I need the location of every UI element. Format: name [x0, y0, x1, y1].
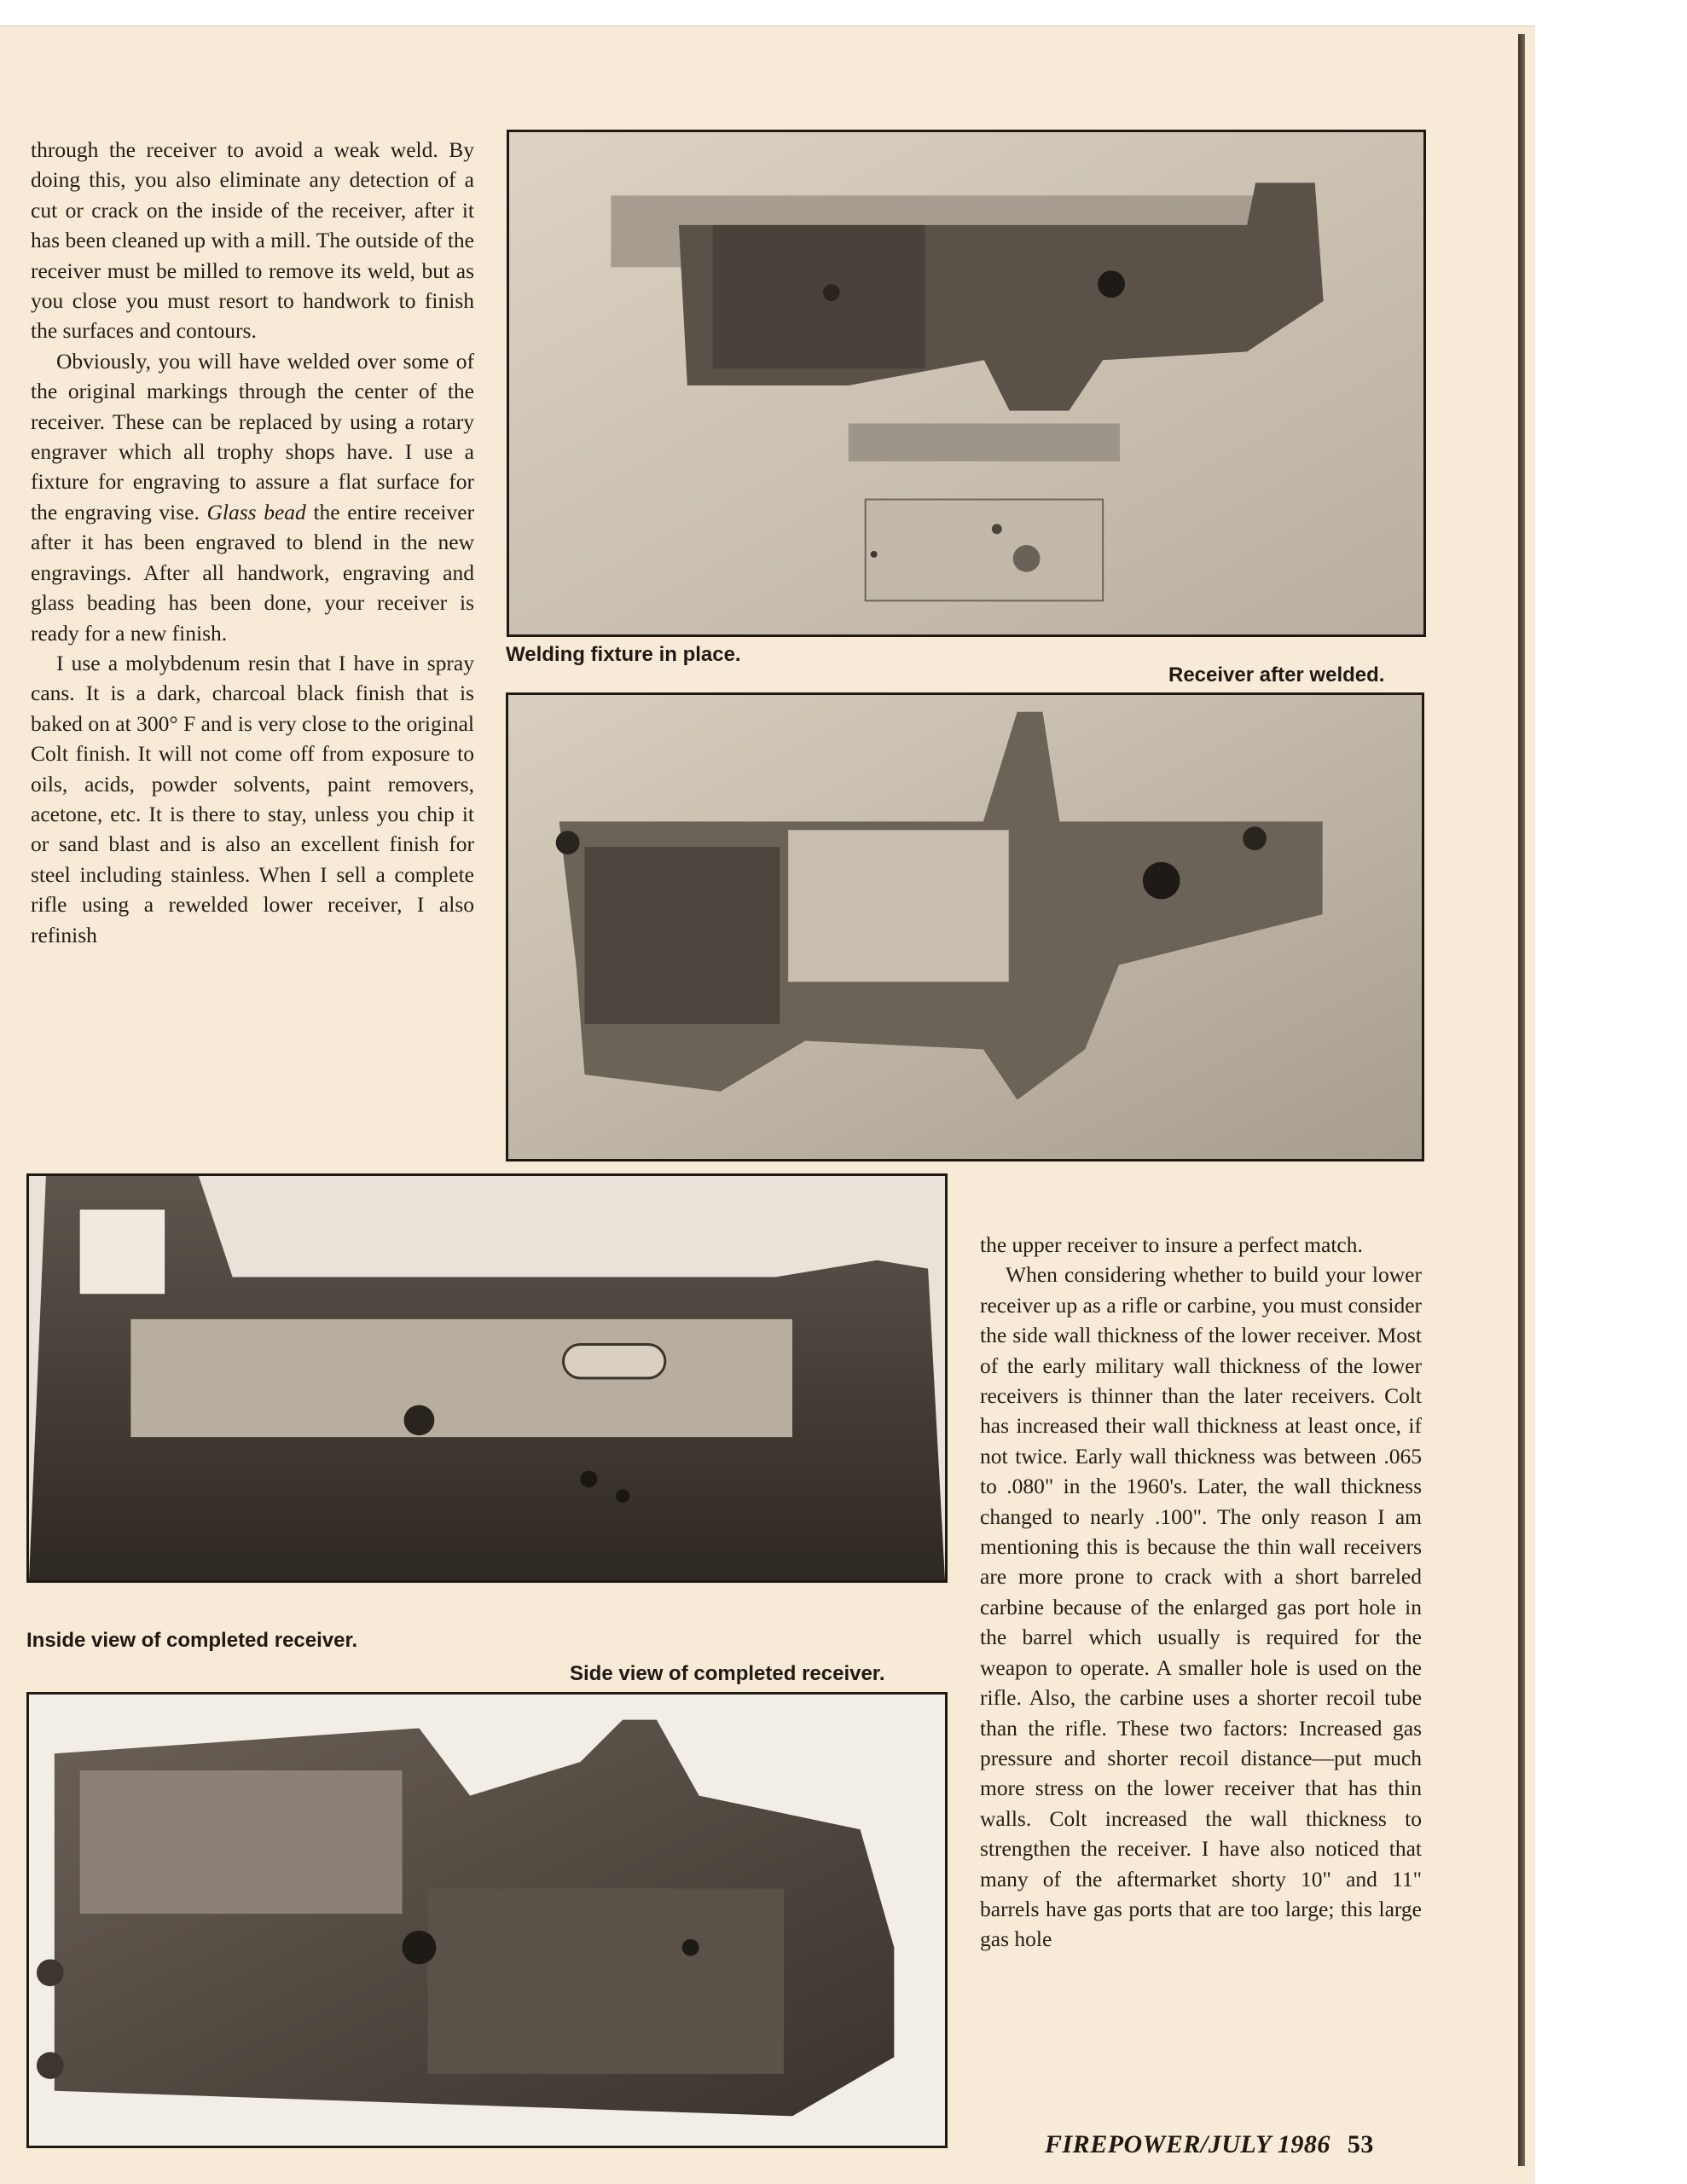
receiver-after-welded-image [508, 695, 1422, 1159]
photo-inside-view [26, 1173, 948, 1583]
page-footer [1045, 2130, 1374, 2159]
article-column-right [980, 1230, 1422, 1955]
paragraph-2 [31, 346, 474, 648]
paragraph-1: through the receiver to avoid a weak weld. By doing this, you also eliminate any detection of a cut or crack on the inside of the receiver, after it has been cleaned up with a mill. The outside of the receiver must be milled to remove its weld, but as you close you must resort to handwork to finish the surfaces and contours. [31, 137, 474, 344]
caption-welding-fixture: Welding fixture in place. [506, 643, 741, 666]
photo-welding-fixture [507, 130, 1426, 637]
side-view-image [29, 1694, 945, 2146]
magazine-issue: FIREPOWER/JULY 1986 [1045, 2130, 1330, 2158]
paragraph-2-part-a: Obviously, you will have welded over some of the original markings through the center of the receiver. These can be replaced by using a rotary engraver which all trophy shops have. I use a fixture for engraving to assure a flat surface for the engraving vise. [31, 348, 474, 524]
photo-receiver-after-welded [506, 692, 1424, 1162]
paragraph-4: the upper receiver to insure a perfect match. [980, 1232, 1363, 1257]
paragraph-2-part-b: the entire receiver after it has been engraved to blend in the new engravings. After all handwork, engraving and glass beading has been done, your receiver is ready for a new finish. [31, 499, 475, 646]
caption-receiver-after-welded: Receiver after welded. [1168, 663, 1385, 686]
paragraph-3: I use a molybdenum resin that I have in spray cans. It is a dark, charcoal black finish that is baked on at 300° F and is very close to the original Colt finish. It will not come off from exposure to oils, acids, powder solvents, paint removers, acetone, etc. It is there to stay, unless you chip it or sand blast and is also an excellent finish for steel including stainless. When I sell a complete rifle using a rewelded lower receiver, I also refinish [31, 650, 474, 947]
caption-inside-view: Inside view of completed receiver. [26, 1629, 358, 1652]
paragraph-2-emphasis: Glass bead [206, 499, 306, 524]
article-column-left [31, 135, 474, 950]
caption-side-view: Side view of completed receiver. [570, 1662, 885, 1685]
photo-side-view [26, 1692, 948, 2148]
page-number: 53 [1347, 2130, 1374, 2158]
paragraph-5: When considering whether to build your lower receiver up as a rifle or carbine, you must consider the side wall thickness of the lower receiver. Most of the early military wall thickness of the lower receivers is thinner than the later receivers. Colt has increased their wall thickness at least once, if not twice. Early wall thickness was between .065 to .080" in the 1960's. Later, the wall thickness changed to nearly .100". The only reason I am mentioning this is because the thin wall receivers are more prone to crack with a short barreled carbine because of the enlarged gas port hole in the barrel which usually is required for the weapon to operate. A smaller hole is used on the rifle. Also, the carbine uses a shorter recoil tube than the rifle. These two factors: Increased gas pressure and shorter recoil distance—put much more stress on the lower receiver that has thin walls. Colt increased the wall thickness to strengthen the receiver. I have also noticed that many of the aftermarket shorty 10" and 11" barrels have gas ports that are too large; this large gas hole [980, 1262, 1422, 1952]
inside-view-image [29, 1176, 945, 1580]
welding-fixture-image [509, 132, 1423, 634]
page-binding-edge [1518, 34, 1525, 2166]
